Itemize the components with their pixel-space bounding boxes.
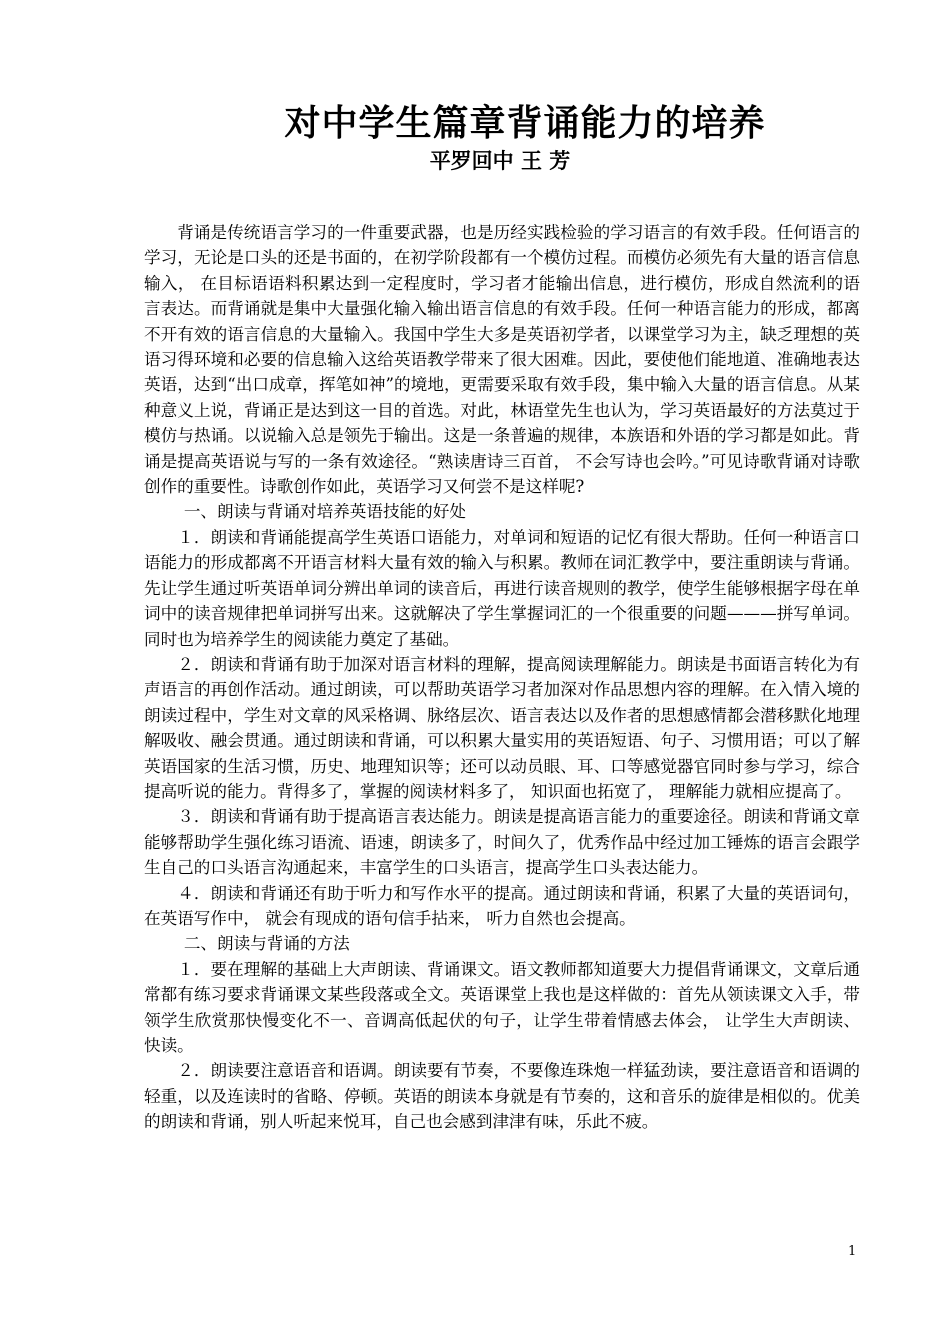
intro-paragraph: 背诵是传统语言学习的一件重要武器，也是历经实践检验的学习语言的有效手段。任何语言的学习，无论是口头的还是书面的，在初学阶段都有一个模仿过程。而模仿必须先有大量的语言信息输入， 在目标语语料积累达到一定程度时，学习者才能输出信息，进行模仿，形成自然流利的语言表达。而背诵就是集中大量强化输入输出语言信息的有效手段。任何一种语言能力的形成，都离不开有效的语言信息的大量输入。我国中学生大多是英语初学者，以课堂学习为主，缺乏理想的英语习得环境和必要的信息输入这给英语教学带来了很大困难。因此，要使他们能地道、准确地表达英语，达到“出口成章，挥笔如神”的境地，更需要采取有效手段，集中输入大量的语言信息。从某种意义上说，背诵正是达到这一目的首选。对此，林语堂先生也认为，学习英语最好的方法莫过于模仿与热诵。以说输入总是领先于输出。这是一条普遍的规律，本族语和外语的学习都是如此。背诵是提高英语说与写的一条有效途径。“熟读唐诗三百首， 不会写诗也会吟。”可见诗歌背诵对诗歌创作的重要性。诗歌创作如此，英语学习又何尝不是这样呢? [144,223,860,497]
page-number: 1 [848,1244,857,1259]
benefit-paragraph-2: ２．朗读和背诵有助于加深对语言材料的理解，提高阅读理解能力。朗读是书面语言转化为有声语言的再创作活动。通过朗读，可以帮助英语学习者加深对作品思想内容的理解。在入情入境的朗读过程中，学生对文章的风采格调、脉络层次、语言表达以及作者的思想感情都会潜移默化地理解吸收、融会贯通。通过朗读和背诵，可以积累大量实用的英语短语、句子、习惯用语；可以了解英语国家的生活习惯，历史、地理知识等；还可以动员眼、耳、口等感觉器官同时参与学习，综合提高听说的能力。背得多了，掌握的阅读材料多了， 知识面也拓宽了， 理解能力就相应提高了。 [144,654,860,801]
benefit-paragraph-4: ４．朗读和背诵还有助于听力和写作水平的提高。通过朗读和背诵，积累了大量的英语词句， 在英语写作中， 就会有现成的语句信手拈来， 听力自然也会提高。 [144,883,860,928]
method-paragraph-2: ２．朗读要注意语音和语调。朗读要有节奏，不要像连珠炮一样猛劲读，要注意语音和语调的轻重，以及连读时的省略、停顿。英语的朗读本身就是有节奏的，这和音乐的旋律是相似的。优美的朗读和背诵，别人听起来悦耳，自己也会感到津津有味，乐此不疲。 [144,1061,860,1132]
benefit-paragraph-3: ３．朗读和背诵有助于提高语言表达能力。朗读是提高语言能力的重要途径。朗读和背诵文章能够帮助学生强化练习语流、语速，朗读多了，时间久了，优秀作品中经过加工锤炼的语言会跟学生自己的口头语言沟通起来，丰富学生的口头语言，提高学生口头表达能力。 [144,807,860,878]
method-paragraph-1: １．要在理解的基础上大声朗读、背诵课文。语文教师都知道要大力提倡背诵课文，文章后通常都有练习要求背诵课文某些段落或全文。英语课堂上我也是这样做的：首先从领读课文入手，带领学生欣赏那快慢变化不一、音调高低起伏的句子，让学生带着情感去体会， 让学生大声朗读、快读。 [144,959,860,1055]
benefit-paragraph-1: １．朗读和背诵能提高学生英语口语能力，对单词和短语的记忆有很大帮助。任何一种语言口语能力的形成都离不开语言材料大量有效的输入与积累。教师在词汇教学中，要注重朗读与背诵。先让学生通过听英语单词分辨出单词的读音后，再进行读音规则的教学，使学生能够根据字母在单词中的读音规律把单词拼写出来。这就解决了学生掌握词汇的一个很重要的问题———拼写单词。 同时也为培养学生的阅读能力奠定了基础。 [144,527,860,649]
section-heading-methods: 二、朗读与背诵的方法 [183,934,350,954]
section-heading-benefits: 一、朗读与背诵对培养英语技能的好处 [183,502,466,522]
document-body [144,220,860,1135]
document-author: 平罗回中 王 芳 [429,148,571,173]
document-title: 对中学生篇章背诵能力的培养 [284,102,766,144]
